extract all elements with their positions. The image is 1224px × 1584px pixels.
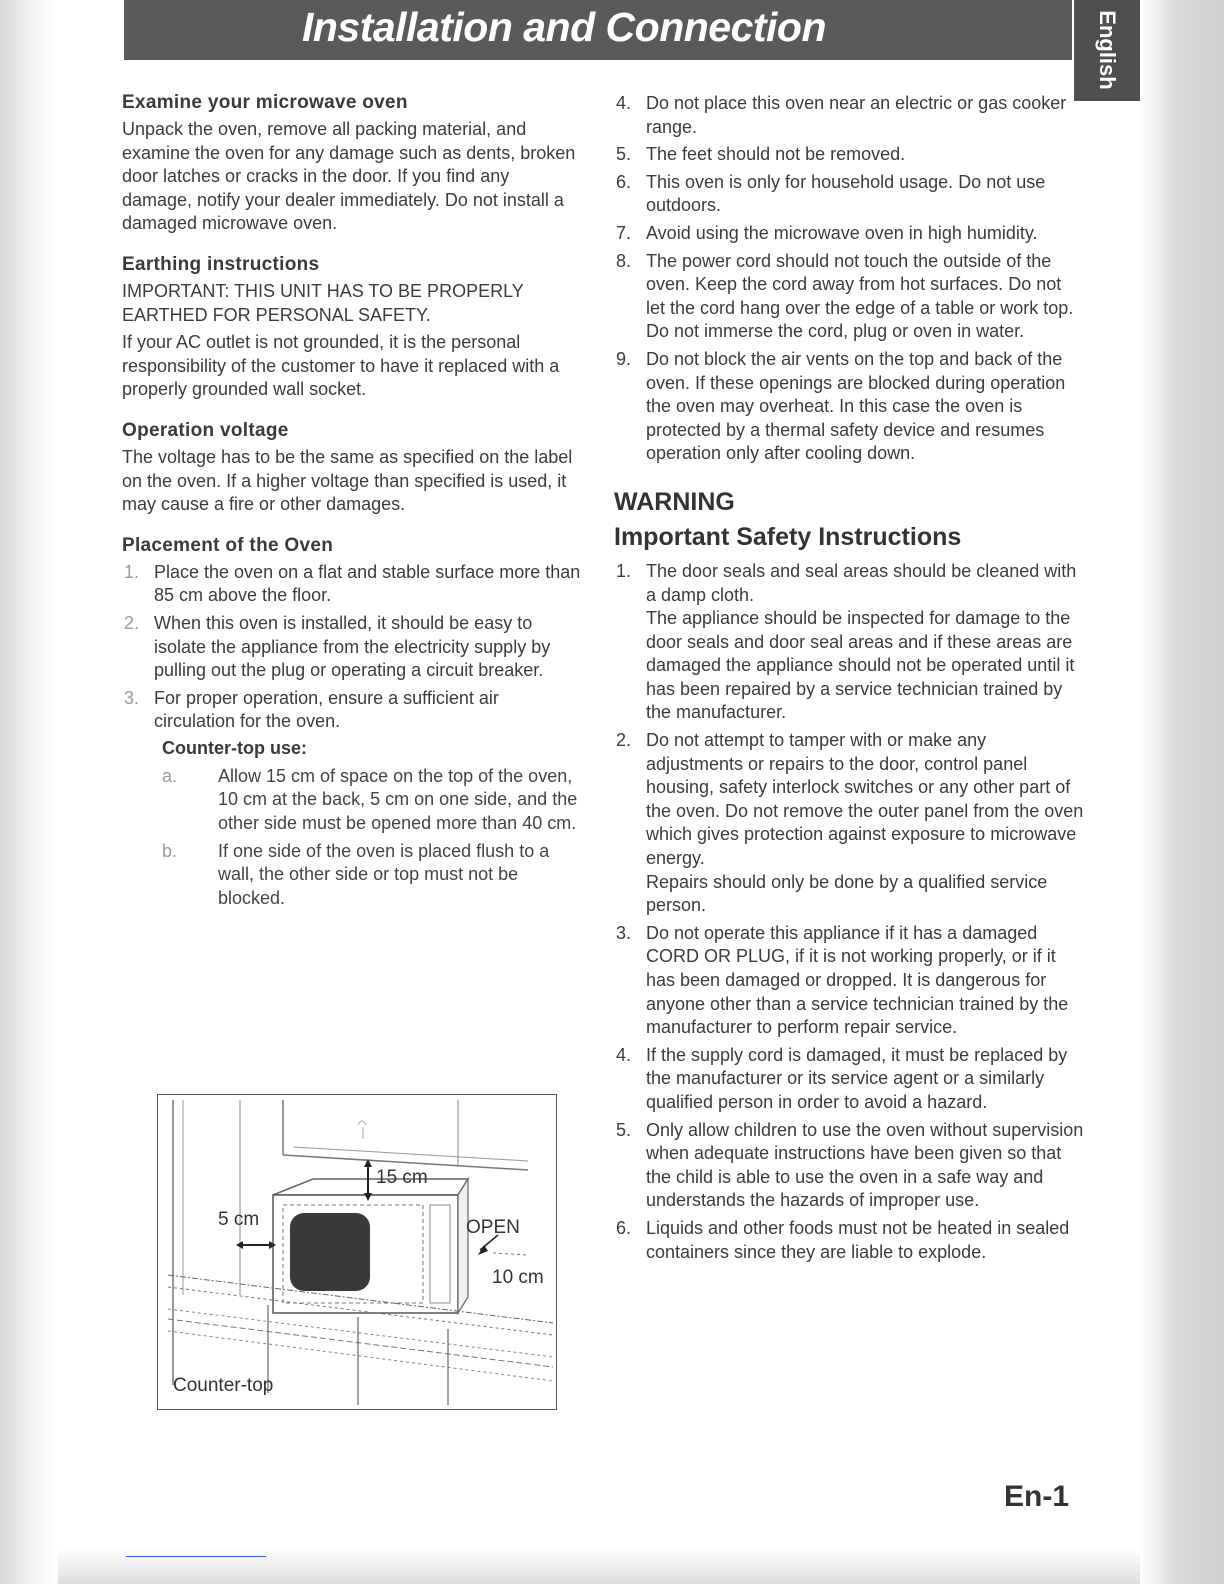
left-column (122, 92, 582, 914)
list-item: 1. Place the oven on a flat and stable surface more than 85 cm above the floor. (124, 561, 581, 606)
side-gap-label: 5 cm (218, 1209, 260, 1230)
right-column (614, 92, 1084, 1268)
voltage-text: The voltage has to be the same as specified on the label on the oven. If a higher voltage than specified is used, it may cause a fire or other damages. (122, 446, 573, 515)
page-title: Installation and Connection (301, 4, 827, 50)
installation-diagram (157, 1094, 557, 1410)
list-item: a. Allow 15 cm of space on the top of the oven, 10 cm at the back, 5 cm on one side, and the other side must be opened more than 40 cm. (162, 765, 578, 834)
placement-list (122, 561, 582, 734)
top-gap-label: 15 cm (376, 1167, 428, 1188)
scan-edge-bottom (58, 1548, 1140, 1584)
list-item: 4. If the supply cord is damaged, it must be replaced by the manufacturer or its service agent or a similarly qualified person in order to avoid a hazard. (616, 1044, 1068, 1112)
placement-heading: Placement of the Oven (122, 534, 334, 556)
list-item: 7. Avoid using the microwave oven in high humidity. (616, 222, 1038, 243)
list-item: 3. Do not operate this appliance if it has a damaged CORD OR PLUG, if it is not working properly, or if it has been damaged or dropped. It is dangerous for anyone other than a service technician trained by the manufacturer to perform repair service. (616, 922, 1069, 1038)
back-gap-label: 10 cm (492, 1267, 544, 1288)
precautions-list (614, 92, 1084, 466)
list-item: 1. The door seals and seal areas should be cleaned with a damp cloth. The appliance should be inspected for damage to the door seals and door seal areas and if these areas are damaged the appliance should not be operated until it has been repaired by a service technician trained by the manufacturer. (616, 560, 1077, 723)
clearance-drawing (158, 1095, 556, 1409)
list-item: 2. When this oven is installed, it should be easy to isolate the appliance from the electricity supply by pulling out the plug or operating a circuit breaker. (124, 612, 551, 681)
examine-heading: Examine your microwave oven (122, 92, 408, 113)
warning-heading: WARNING (614, 487, 735, 516)
earthing-important: IMPORTANT: THIS UNIT HAS TO BE PROPERLY EARTHED FOR PERSONAL SAFETY. (122, 280, 524, 325)
open-label: OPEN (466, 1217, 520, 1238)
scan-edge-left (0, 0, 58, 1584)
earthing-heading: Earthing instructions (122, 253, 320, 275)
voltage-heading: Operation voltage (122, 419, 289, 441)
list-item: 6. This oven is only for household usage. Do not use outdoors. (616, 171, 1046, 216)
language-tab-label: English (1095, 10, 1120, 90)
list-item: 6. Liquids and other foods must not be heated in sealed containers since they are liable to explode. (616, 1217, 1070, 1262)
safety-list (614, 560, 1084, 1264)
safety-heading: Important Safety Instructions (614, 522, 962, 551)
list-item: 4. Do not place this oven near an electric or gas cooker range. (616, 93, 1067, 137)
earthing-text: If your AC outlet is not grounded, it is the personal responsibility of the customer to have it replaced with a properly grounded wall socket. (122, 332, 560, 400)
list-item: 3. For proper operation, ensure a sufficient air circulation for the oven. (124, 687, 499, 732)
list-item: b. If one side of the oven is placed flush to a wall, the other side or top must not be blocked. (162, 840, 550, 908)
page-number: En-1 (1004, 1480, 1070, 1513)
list-item: 5. The feet should not be removed. (616, 144, 906, 165)
scan-edge-right (1140, 0, 1224, 1584)
list-item: 2. Do not attempt to tamper with or make any adjustments or repairs to the door, control panel housing, safety interlock switches or any other part of the oven. Do not remove the outer panel from the oven which gives protection against exposure to microwave energy. Repairs should only be done by a qualified service person. (616, 730, 1084, 916)
examine-text: Unpack the oven, remove all packing material, and examine the oven for any damage such as dents, broken door latches or cracks in the door. If you find any damage, notify your dealer immediately. Do not install a damaged microwave oven. (122, 119, 576, 234)
countertop-list (122, 765, 582, 911)
list-item: 8. The power cord should not touch the outside of the oven. Keep the cord away from hot surfaces. Do not let the cord hang over the edge of a table or work top. Do not immerse the cord, plug or oven in water. (616, 250, 1074, 342)
list-item: 9. Do not block the air vents on the top and back of the oven. If these openings are blocked during operation the oven may overheat. In this case the oven is protected by a thermal safety device and resumes operation only after cooling down. (616, 348, 1066, 464)
list-item: 5. Only allow children to use the oven without supervision when adequate instructions have been given so that the child is able to use the oven in a safe way and understands the hazards of improper use. (616, 1119, 1084, 1211)
countertop-heading: Counter-top use: (162, 737, 307, 758)
countertop-label: Counter-top (173, 1375, 274, 1396)
bottom-rule (126, 1556, 266, 1557)
